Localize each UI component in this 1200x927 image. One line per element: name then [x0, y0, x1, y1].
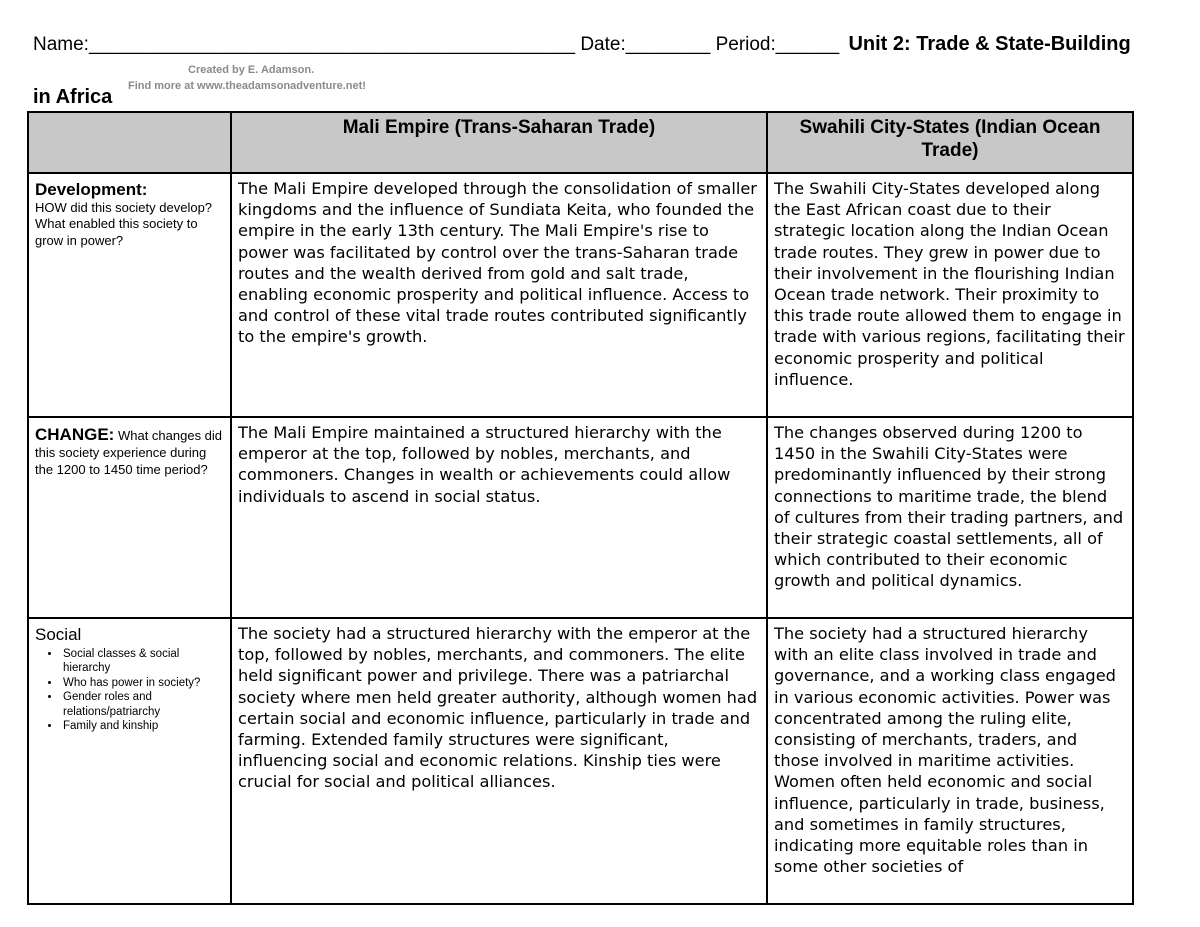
row-heading: Development:	[35, 180, 148, 199]
swahili-development-cell[interactable]	[767, 173, 1133, 417]
table-row-social	[28, 618, 1133, 904]
swahili-development-text: The Swahili City-States developed along the East African coast due to their strategic location along the Indian Ocean trade routes. They grew in power due to their involvement in the flourishing Indian Ocean trade network. Their proximity to this trade route allowed them to engage in trade with various regions, facilitating their economic prosperity and political influence.	[774, 179, 1125, 389]
period-label: Period:	[715, 34, 776, 55]
mali-social-text: The society had a structured hierarchy with the emperor at the top, followed by nobles, merchants, and commoners. The elite held significant power and privilege. There was a patriarchal society where men held greater authority, although women had certain social and economic influence, particularly in trade and farming. Extended family structures were significant, influencing social and economic relations. Kinship ties were crucial for social and political alliances.	[238, 624, 758, 792]
period-field[interactable]: ______	[775, 34, 840, 55]
mali-change-text: The Mali Empire maintained a structured hierarchy with the emperor at the top, followed by nobles, merchants, and commoners. Changes in wealth or achievements could allow individuals to ascend in social status.	[238, 423, 731, 506]
swahili-social-cell[interactable]	[767, 618, 1133, 904]
swahili-social-text: The society had a structured hierarchy with an elite class involved in trade and governance, and a working class engaged in various economic activities. Power was concentrated among the ruling elite, consisting of merchants, traders, and those involved in maritime activities. Women often held economic and social influence, particularly in trade, business, and sometimes in family structures, indicating more equitable roles than in some other societies of	[774, 624, 1116, 877]
swahili-change-text: The changes observed during 1200 to 1450 in the Swahili City-States were predominantly influenced by their strong connections to maritime trade, the blend of cultures from their trading partners, and their strategic coastal settlements, all of which contributed to their economic growth and political dynamics.	[774, 423, 1124, 591]
mali-social-cell[interactable]	[231, 618, 767, 904]
list-item: • Gender roles and relations/patriarchy	[61, 690, 224, 719]
mali-development-text: The Mali Empire developed through the consolidation of smaller kingdoms and the influence of Sundiata Keita, who founded the empire in the early 13th century. The Mali Empire's rise to power was facilitated by control over the trans-Saharan trade routes and the wealth derived from gold and salt trade, enabling economic prosperity and political influence. Access to and control of these vital trade routes contributed significantly to the empire's growth.	[238, 179, 757, 347]
worksheet-header	[33, 33, 1173, 56]
worksheet-title: Unit 2: Trade & State-Building	[848, 33, 1131, 55]
swahili-change-cell[interactable]	[767, 417, 1133, 618]
worksheet-title-continued: in Africa	[33, 86, 113, 108]
row-label-social	[28, 618, 231, 904]
mali-change-cell[interactable]	[231, 417, 767, 618]
credit-website: Find more at www.theadamsonadventure.net!	[128, 80, 366, 92]
comparison-table	[27, 111, 1134, 905]
row-prompt: HOW did this society develop? What enabled this society to grow in power?	[35, 200, 213, 248]
list-item: • Family and kinship	[61, 719, 224, 733]
row-heading: Social	[35, 625, 82, 644]
row-label-change	[28, 417, 231, 618]
social-prompt-list	[35, 647, 224, 733]
list-item: • Social classes & social hierarchy	[61, 647, 224, 676]
list-item: • Who has power in society?	[61, 676, 224, 690]
row-label-development	[28, 173, 231, 417]
header-cell-blank	[28, 112, 231, 173]
table-row-change	[28, 417, 1133, 618]
row-heading: CHANGE:	[35, 425, 115, 444]
name-field[interactable]: ______________________________________________	[88, 34, 576, 55]
date-field[interactable]: ________	[625, 34, 711, 55]
table-row-development	[28, 173, 1133, 417]
mali-development-cell[interactable]	[231, 173, 767, 417]
header-mali: Mali Empire (Trans-Saharan Trade)	[231, 112, 767, 173]
row-prompt: What changes did this society experience during the 1200 to 1450 time period?	[35, 428, 223, 477]
name-label: Name:	[33, 34, 89, 55]
date-label: Date:	[580, 34, 626, 55]
header-swahili: Swahili City-States (Indian Ocean Trade)	[767, 112, 1133, 173]
table-header-row	[28, 112, 1133, 173]
credit-author: Created by E. Adamson.	[188, 64, 315, 76]
